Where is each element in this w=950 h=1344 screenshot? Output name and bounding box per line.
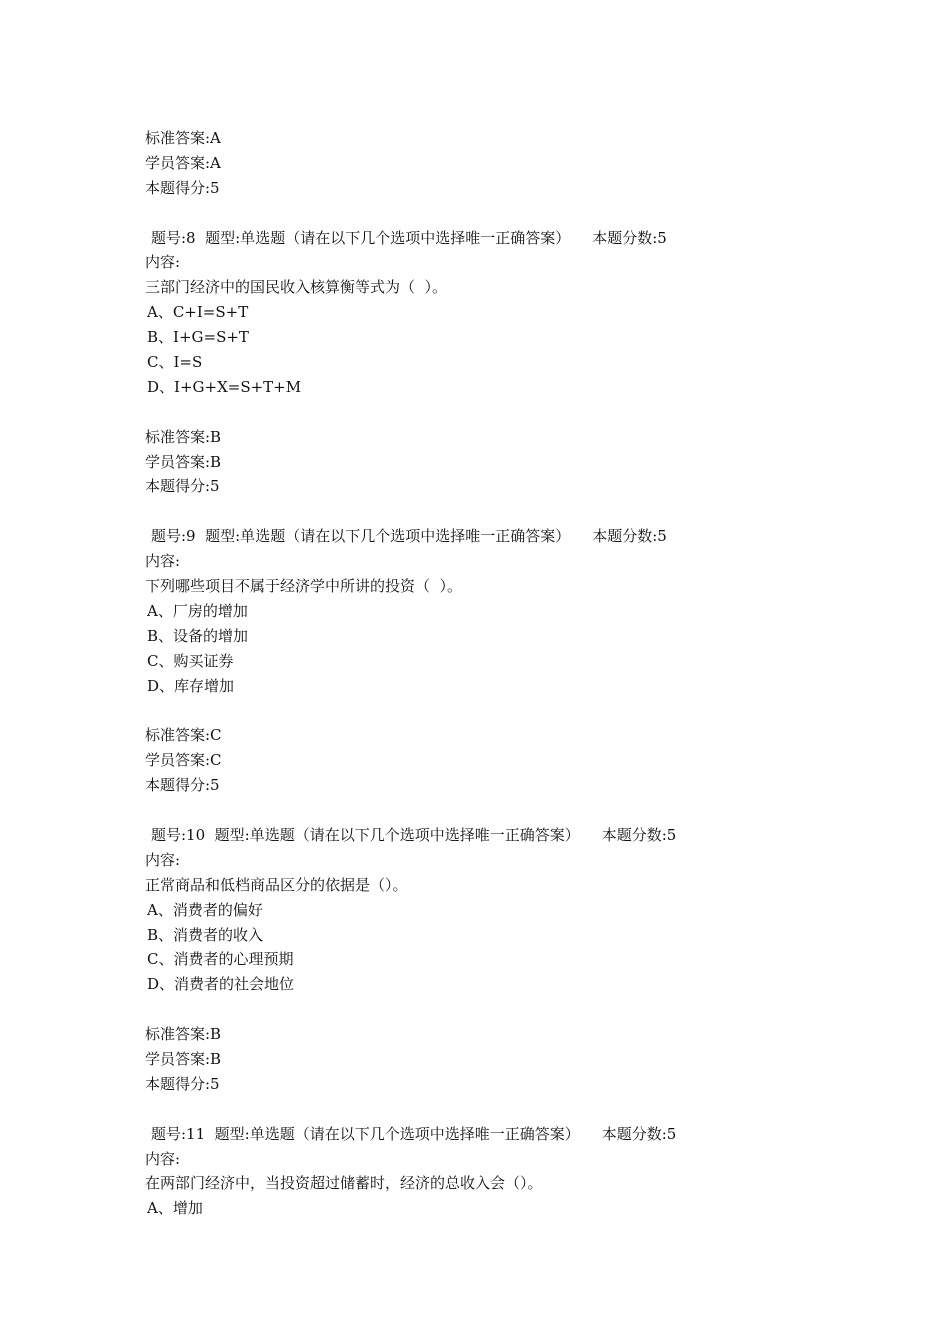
spacer — [145, 1097, 865, 1122]
option-a: A、厂房的增加 — [147, 601, 248, 620]
question-meta: 题号:11 题型:单选题（请在以下几个选项中选择唯一正确答案） — [151, 1124, 580, 1143]
spacer — [145, 201, 865, 226]
option-a: A、C+I=S+T — [147, 303, 249, 322]
question-block — [145, 226, 865, 525]
option-a: A、增加 — [147, 1199, 203, 1218]
question-score: 本题得分:5 — [145, 776, 220, 795]
question-block — [145, 823, 865, 1122]
question-stem: 正常商品和低档商品区分的依据是（）。 — [145, 875, 408, 894]
option-d: D、消费者的社会地位 — [147, 975, 295, 994]
spacer — [145, 499, 865, 524]
question-points: 本题分数:5 — [592, 527, 667, 546]
student-answer: 学员答案:B — [145, 452, 222, 471]
question-stem: 在两部门经济中，当投资超过储蓄时，经济的总收入会（）。 — [145, 1174, 543, 1193]
student-answer: 学员答案:A — [145, 153, 221, 172]
question-header — [145, 823, 865, 848]
question-score: 本题得分:5 — [145, 178, 220, 197]
option-c: C、消费者的心理预期 — [147, 950, 294, 969]
question-header — [145, 1122, 865, 1147]
standard-answer: 标准答案:A — [145, 129, 221, 147]
question-points: 本题分数:5 — [601, 825, 677, 844]
option-c: C、I=S — [147, 353, 203, 372]
spacer — [145, 798, 865, 823]
question-stem: 下列哪些项目不属于经济学中所讲的投资（ ）。 — [145, 577, 463, 596]
option-b: B、消费者的收入 — [147, 925, 264, 944]
content-label: 内容: — [145, 253, 181, 272]
question-meta: 题号:10 题型:单选题（请在以下几个选项中选择唯一正确答案） — [151, 825, 580, 844]
question-header — [145, 524, 865, 549]
question-meta: 题号:8 题型:单选题（请在以下几个选项中选择唯一正确答案） — [151, 228, 571, 247]
content-label: 内容: — [145, 1149, 181, 1168]
standard-answer: 标准答案:B — [145, 427, 222, 446]
standard-answer: 标准答案:C — [145, 726, 222, 745]
spacer — [145, 400, 865, 425]
question-header — [145, 226, 865, 251]
option-a: A、消费者的偏好 — [147, 900, 263, 919]
option-d: D、I+G+X=S+T+M — [147, 377, 302, 396]
content-label: 内容: — [145, 552, 181, 571]
question-score: 本题得分:5 — [145, 1074, 220, 1093]
option-b: B、设备的增加 — [147, 626, 249, 645]
option-b: B、I+G=S+T — [147, 328, 249, 347]
question-points: 本题分数:5 — [601, 1124, 677, 1143]
option-c: C、购买证券 — [147, 651, 234, 670]
question-stem: 三部门经济中的国民收入核算衡等式为（ ）。 — [145, 278, 448, 297]
option-d: D、库存增加 — [147, 676, 235, 695]
spacer — [145, 997, 865, 1022]
question-meta: 题号:9 题型:单选题（请在以下几个选项中选择唯一正确答案） — [151, 527, 571, 546]
question-score: 本题得分:5 — [145, 477, 220, 496]
question-points: 本题分数:5 — [592, 228, 667, 247]
question-block — [145, 524, 865, 823]
student-answer: 学员答案:B — [145, 1049, 222, 1068]
spacer — [145, 698, 865, 723]
question-block — [145, 1122, 865, 1222]
document-body — [145, 126, 865, 1221]
standard-answer: 标准答案:B — [145, 1025, 222, 1044]
student-answer: 学员答案:C — [145, 751, 222, 770]
content-label: 内容: — [145, 850, 181, 869]
